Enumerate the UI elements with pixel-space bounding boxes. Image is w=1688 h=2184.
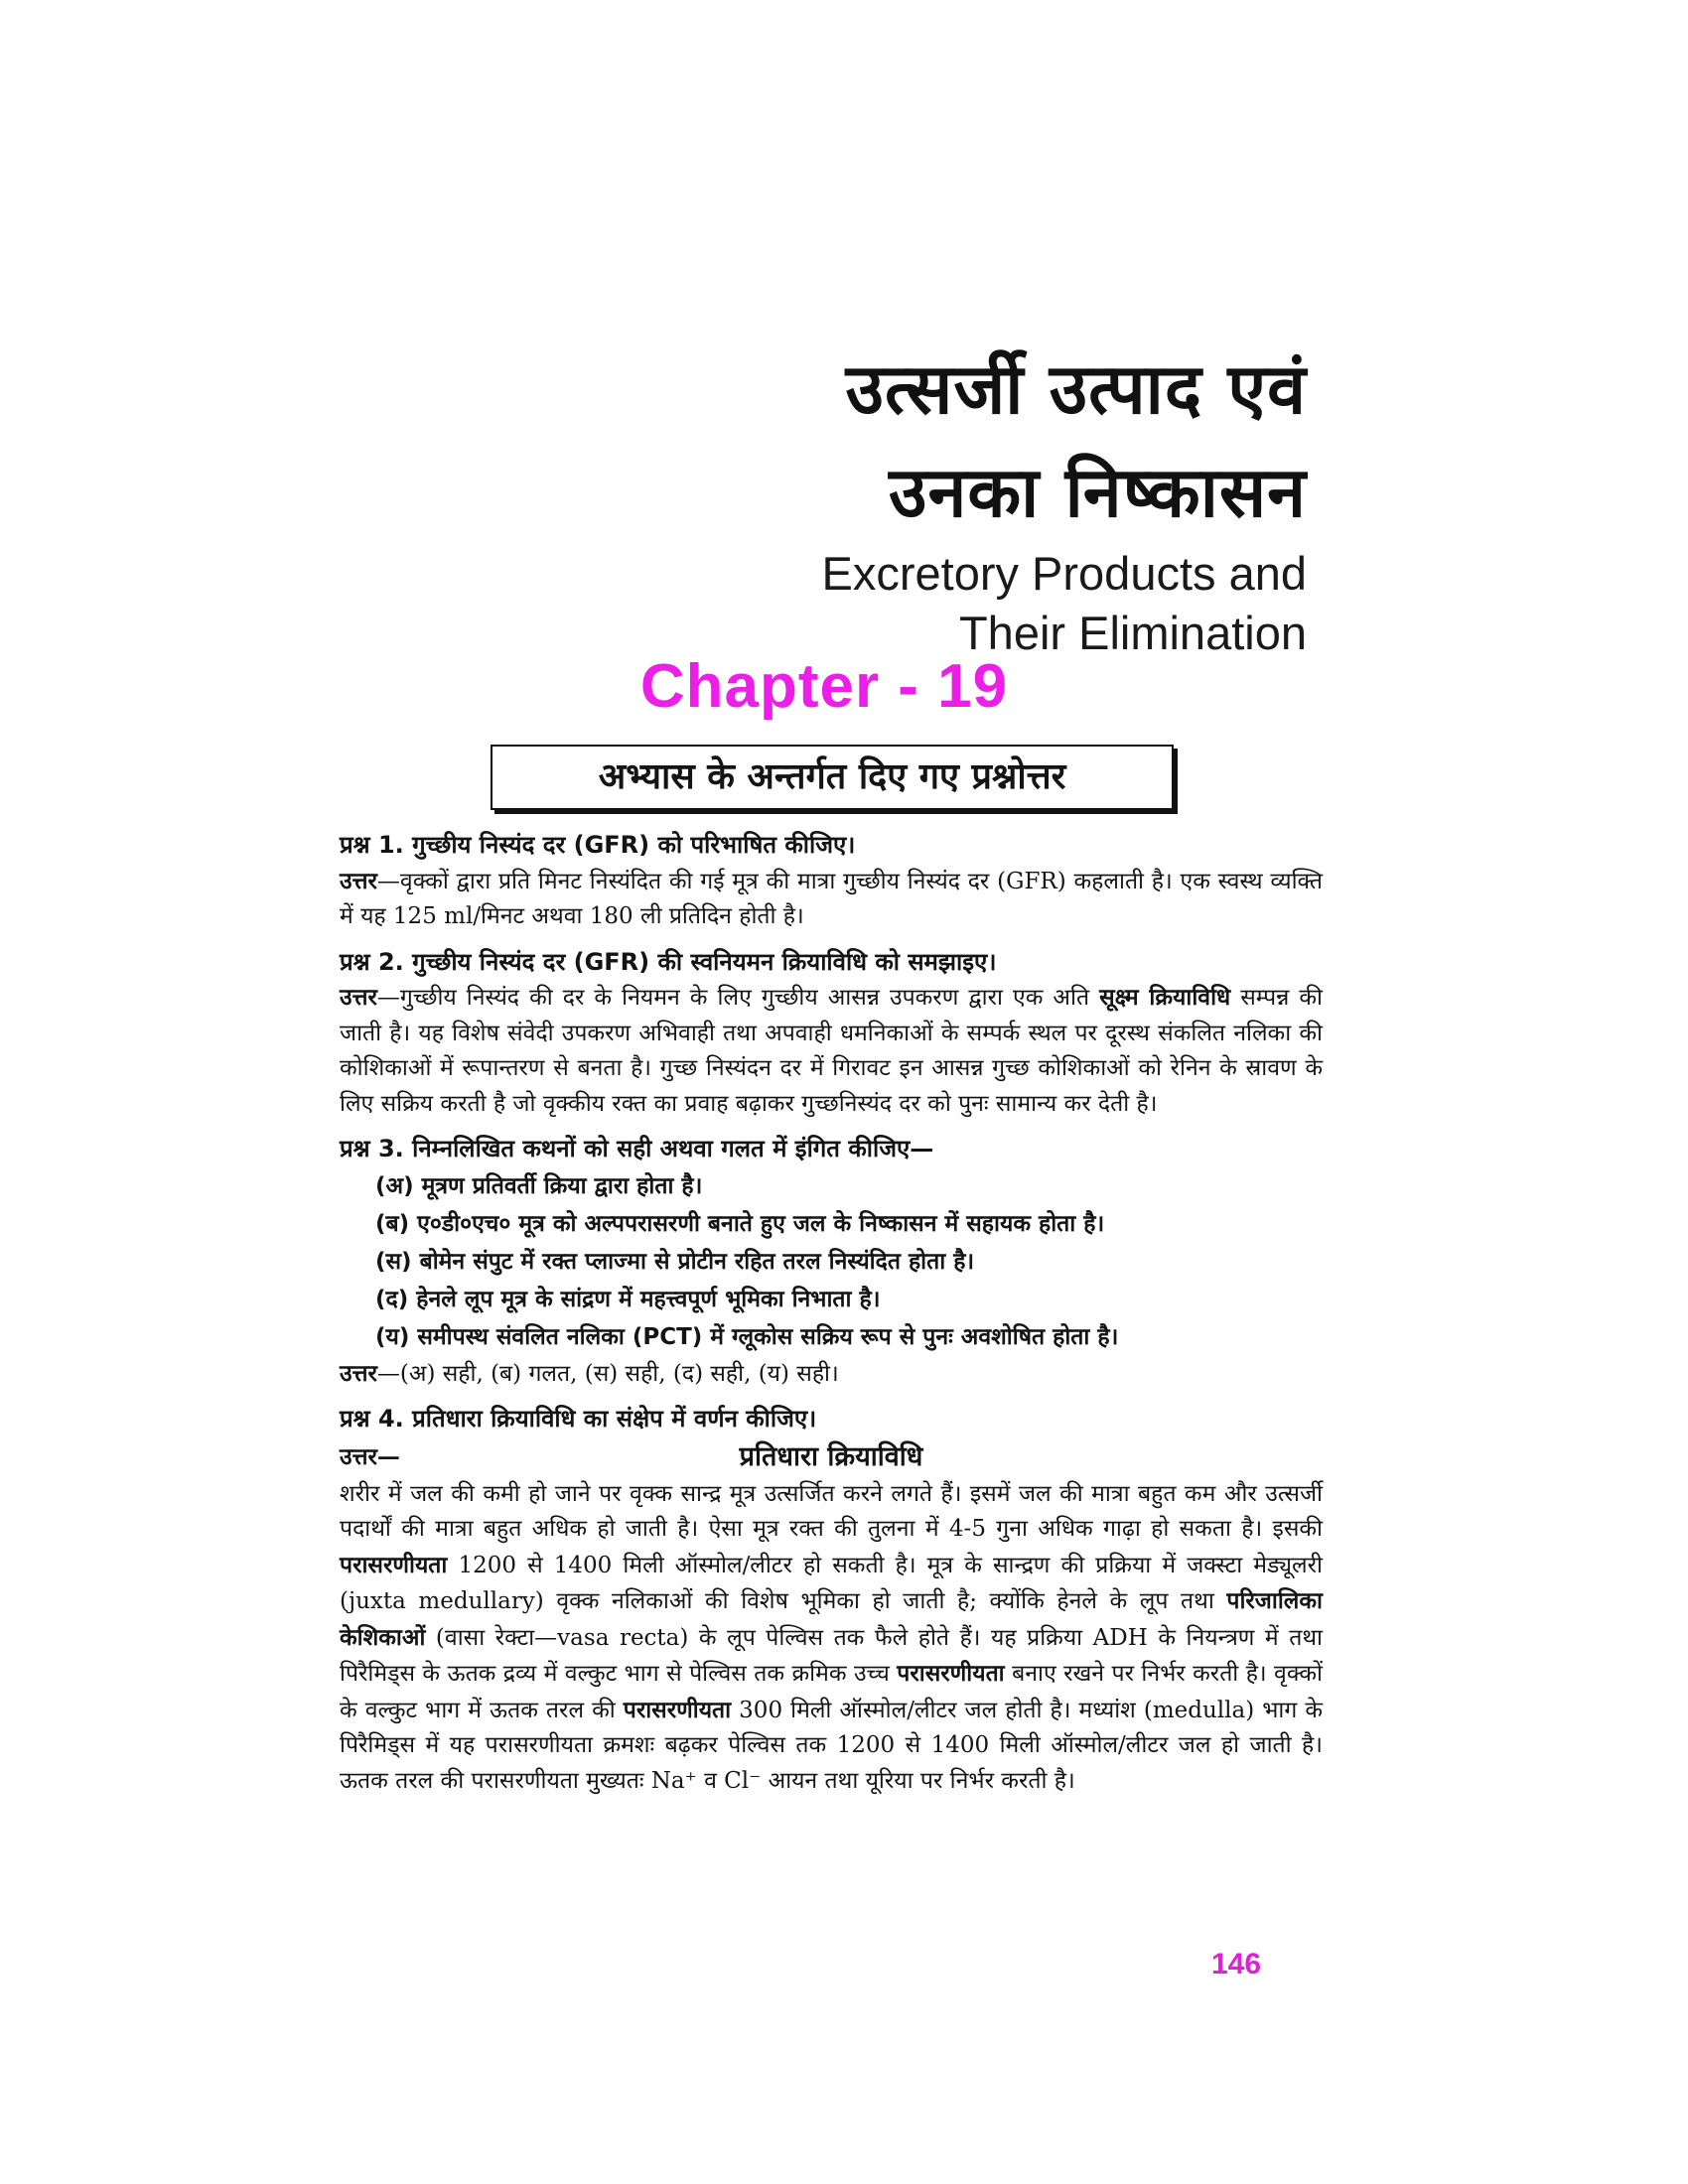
text-run: 1200 से 1400 मिली ऑस्मोल/लीटर हो सकती है। मूत्र के सान्द्रण की प्रक्रिया में जक्स्टा मेड्यूलरी (juxta medullary) वृक्क नलिकाओं की विशेष भूमिका हो जाती है; क्योंकि हेनले के लूप तथा: [340, 1552, 1323, 1614]
section-heading-box: अभ्यास के अन्तर्गत दिए गए प्रश्नोत्तर: [491, 745, 1174, 810]
answer-4-header: [340, 1439, 1323, 1477]
bold-term: परासरणीयता: [340, 1551, 448, 1578]
answer-label: उत्तर: [340, 984, 377, 1011]
page-number: 146: [1211, 1948, 1262, 1980]
answer-label: उत्तर: [340, 867, 377, 894]
chapter-number: Chapter - 19: [639, 652, 1009, 721]
answer-4-paragraph: [340, 1477, 1323, 1800]
text-run: शरीर में जल की कमी हो जाने पर वृक्क सान्द्र मूत्र उत्सर्जित करने लगते हैं। इसमें जल की मात्रा बहुत कम और उत्सर्जी पदार्थों की मात्रा बहुत अधिक हो जाती है। ऐसा मूत्र रक्त की तुलना में 4-5 गुना अधिक गाढ़ा हो सकता है। इसकी: [340, 1480, 1323, 1542]
answer-4-subtitle: प्रतिधारा क्रियाविधि: [739, 1440, 923, 1472]
bold-term: सूक्ष्म क्रियाविधि: [1099, 984, 1231, 1011]
text-run: बनाए रखने पर निर्भर करती है। वृक्कों के वल्कुट भाग में ऊतक तरल की: [340, 1661, 1323, 1723]
bold-term: परासरणीयता: [897, 1660, 1005, 1687]
english-title-line-2: Their Elimination: [958, 607, 1307, 659]
answer-2-text-cont: सम्पन्न की जाती है। यह विशेष संवेदी उपकरण अभिवाही तथा अपवाही धमनिकाओं के सम्पर्क स्थल पर दूरस्थ संकलित नलिका की कोशिकाओं में रूपान्तरण से बनता है। गुच्छ निस्यंदन दर में गिरावट इन आसन्न गुच्छ कोशिकाओं को रेनिन के स्रावण के लिए सक्रिय करती है जो वृक्कीय रक्त का प्रवाह बढ़ाकर गुच्छनिस्यंद दर को पुनः सामान्य कर देती है।: [340, 985, 1323, 1117]
answer-label: उत्तर: [340, 1359, 377, 1387]
question-answer-content: [340, 828, 1323, 1799]
answer-3-text: —(अ) सही, (ब) गलत, (स) सही, (द) सही, (य) सही।: [376, 1360, 839, 1387]
answer-2-text: —गुच्छीय निस्यंद की दर के नियमन के लिए गुच्छीय आसन्न उपकरण द्वारा एक अति: [376, 985, 1100, 1011]
option-b: (ब) ए०डी०एच० मूत्र को अल्पपरासरणी बनाते हुए जल के निष्कासन में सहायक होता है।: [375, 1210, 1105, 1237]
option-c: (स) बोमेन संपुट में रक्त प्लाज्मा से प्रोटीन रहित तरल निस्यंदित होता है।: [375, 1248, 975, 1275]
answer-1-text: —वृक्कों द्वारा प्रति मिनट निस्यंदित की गई मूत्र की मात्रा गुच्छीय निस्यंद दर (GFR) कहलाती है। एक स्वस्थ व्यक्ति में यह 125 ml/मिनट अथवा 180 ली प्रतिदिन होती है।: [340, 868, 1323, 929]
option-d: (द) हेनले लूप मूत्र के सांद्रण में महत्त्वपूर्ण भूमिका निभाता है।: [375, 1286, 881, 1312]
text-run: (वासा रेक्टा—vasa recta) के लूप पेल्विस तक फैले होते हैं। यह प्रक्रिया ADH के नियन्त्रण में तथा पिरैमिड्स के ऊतक द्रव्य में वल्कुट भाग से पेल्विस तक क्रमिक उच्च: [340, 1624, 1323, 1687]
chapter-title-block: [822, 338, 1308, 663]
answer-2: [340, 980, 1323, 1122]
question-1: प्रश्न 1. गुच्छीय निस्यंद दर (GFR) को परिभाषित कीजिए।: [340, 831, 856, 859]
answer-label: उत्तर—: [340, 1442, 400, 1470]
hindi-title-line-2: उनका निष्कासन: [889, 452, 1307, 533]
question-3: प्रश्न 3. निम्नलिखित कथनों को सही अथवा गलत में इंगित कीजिए—: [340, 1135, 934, 1162]
question-4: प्रश्न 4. प्रतिधारा क्रियाविधि का संक्षेप में वर्णन कीजिए।: [340, 1405, 817, 1433]
bold-term: परिजालिका केशिकाओं: [340, 1587, 1323, 1651]
option-e: (य) समीपस्थ संवलित नलिका (PCT) में ग्लूकोस सक्रिय रूप से पुनः अवशोषित होता है।: [375, 1323, 1119, 1350]
bold-term: परासरणीयता: [623, 1696, 732, 1723]
text-run: 300 मिली ऑस्मोल/लीटर जल होती है। मध्यांश (medulla) भाग के पिरैमिड्स में यह परासरणीयता क्रमशः बढ़कर पेल्विस तक 1200 से 1400 मिली ऑस्मोल/लीटर जल हो जाती है। ऊतक तरल की परासरणीयता मुख्यतः Na⁺ व Cl⁻ आयन तथा यूरिया पर निर्भर करती है।: [340, 1697, 1323, 1794]
option-a: (अ) मूत्रण प्रतिवर्ती क्रिया द्वारा होता है।: [375, 1172, 703, 1199]
answer-1: [340, 864, 1323, 935]
answer-3: [340, 1356, 1323, 1393]
hindi-title-line-1: उत्सर्जी उत्पाद एवं: [845, 348, 1307, 430]
question-2: प्रश्न 2. गुच्छीय निस्यंद दर (GFR) की स्वनियमन क्रियाविधि को समझाइए।: [340, 947, 997, 976]
english-title-line-1: Excretory Products and: [821, 547, 1307, 600]
